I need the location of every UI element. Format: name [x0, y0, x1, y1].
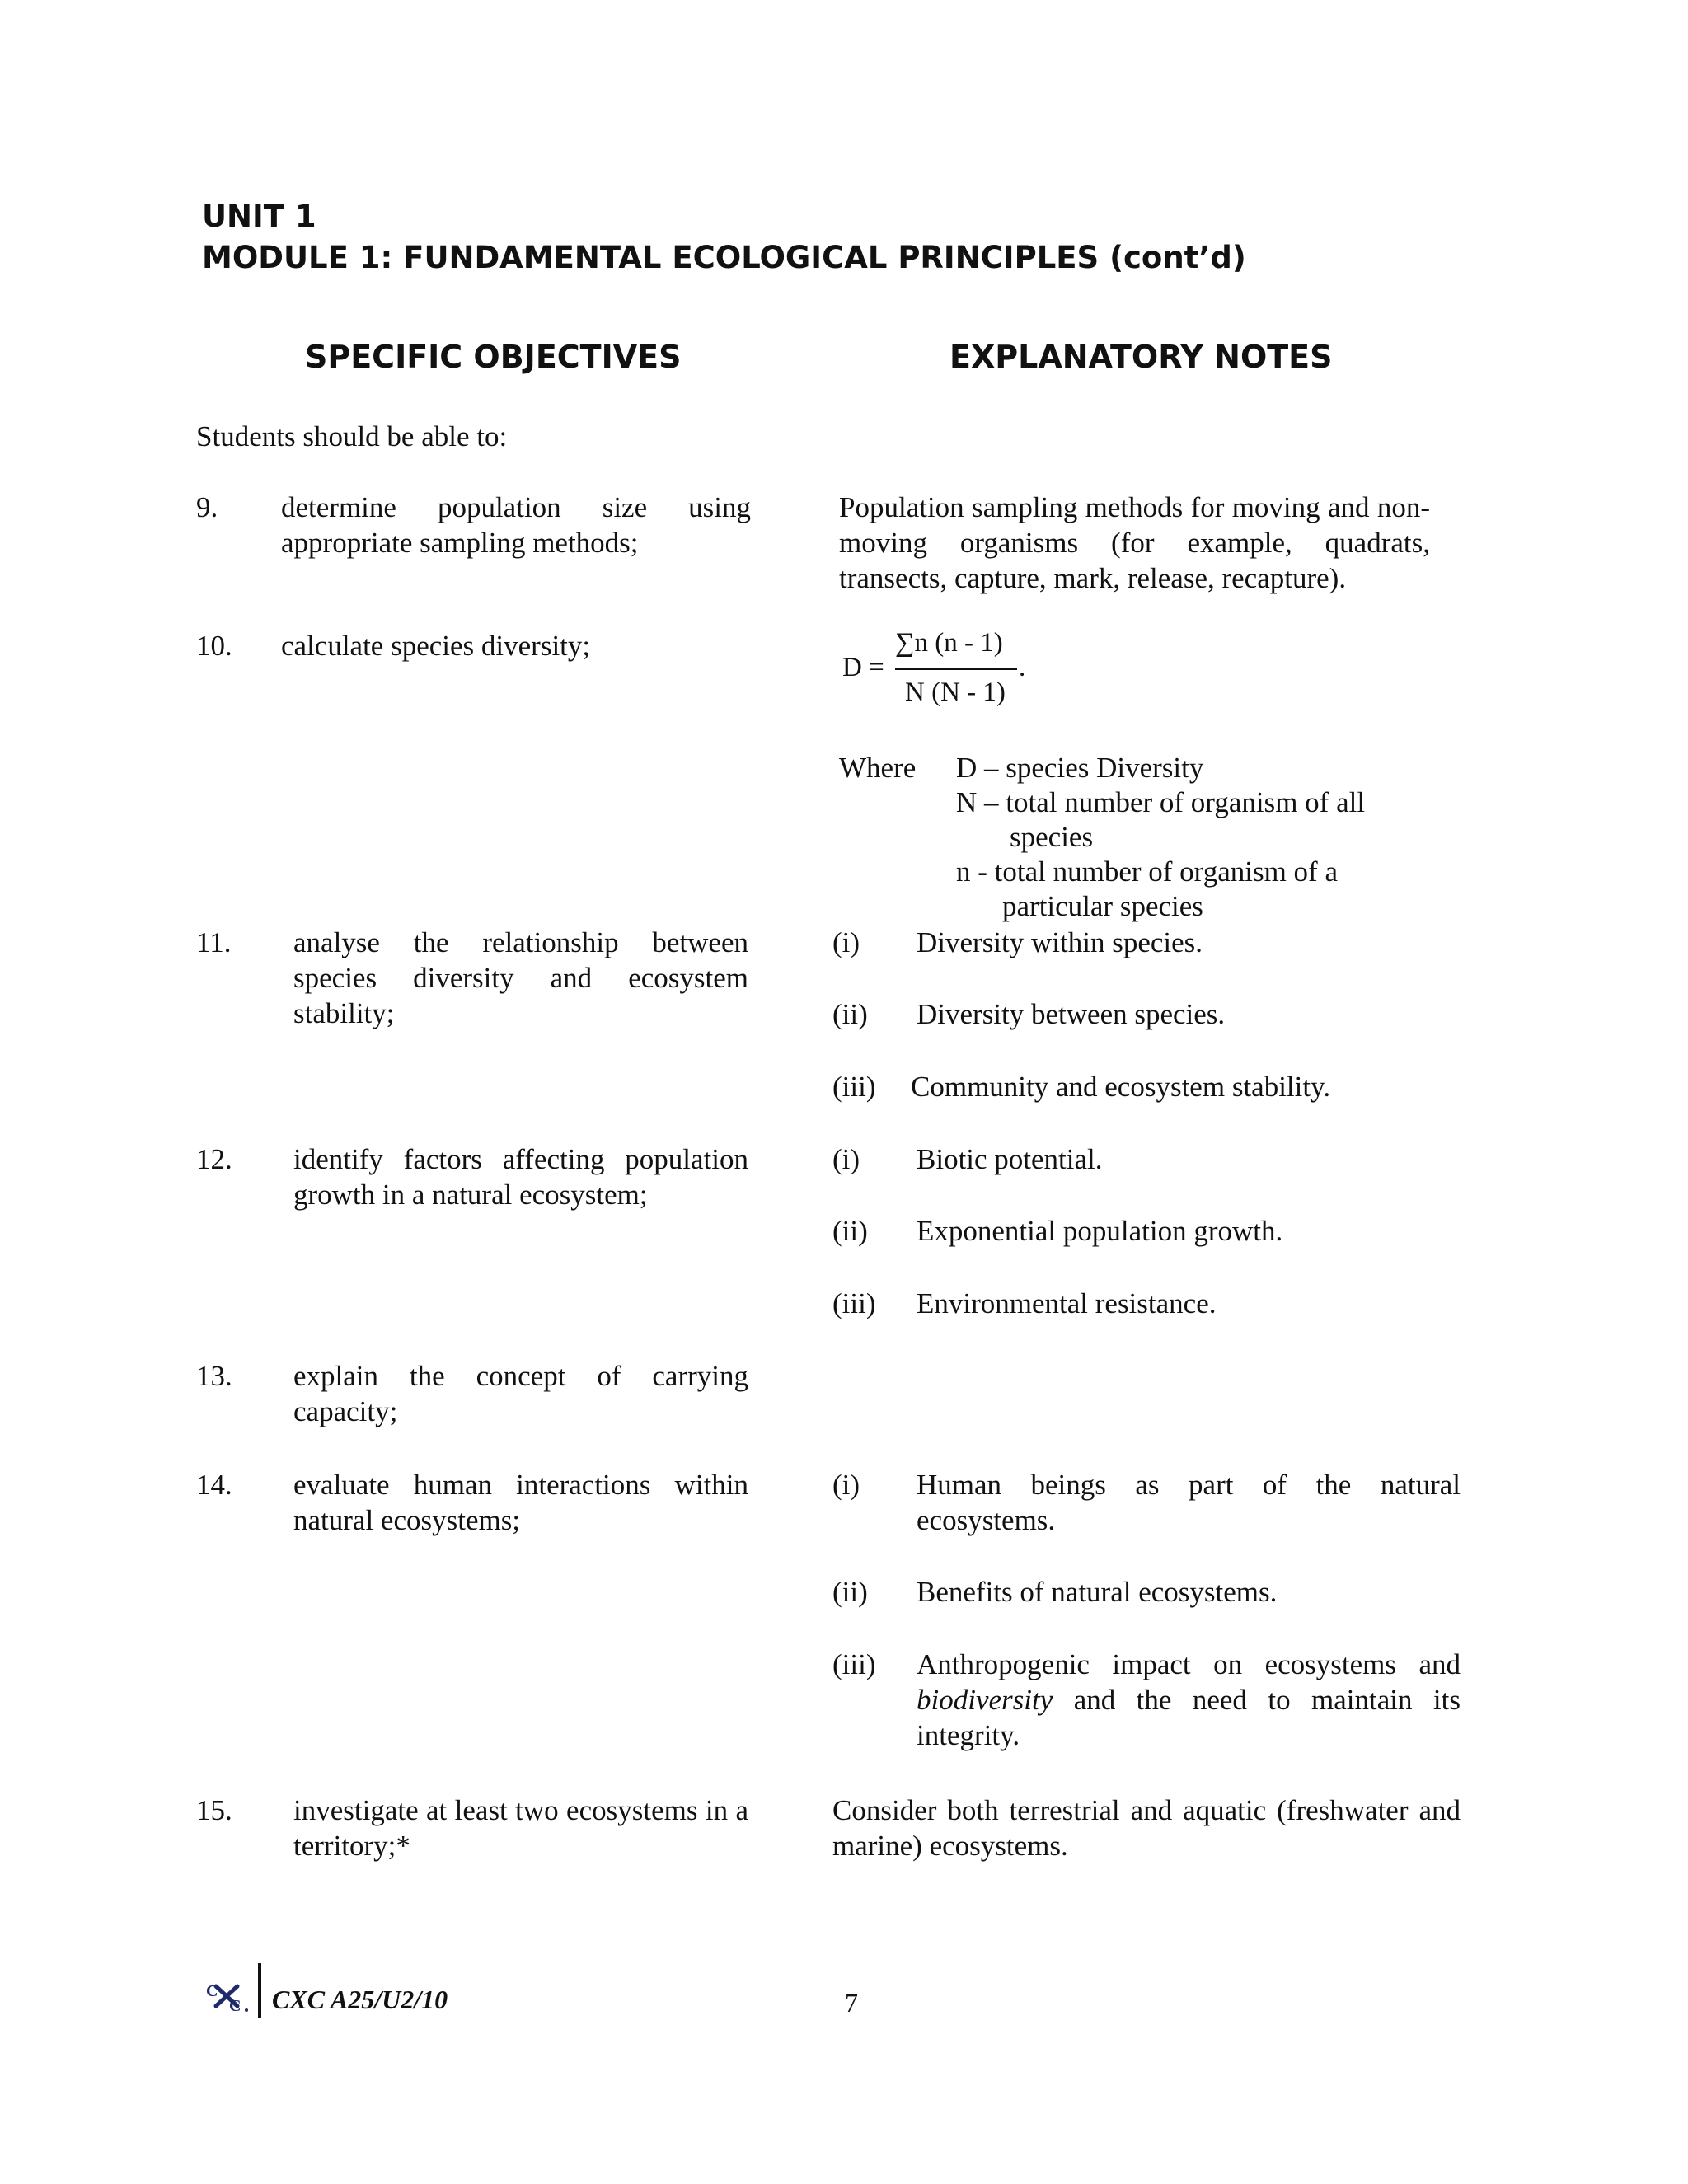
objective-text: analyse the relationship between species diversity and ecosystem stability;	[293, 926, 748, 1029]
note-sampling-methods: Population sampling methods for moving and non-moving organisms (for example, quadrats, transects, capture, mark, release, recapture).	[839, 491, 1430, 594]
note-item: Exponential population growth.	[917, 1215, 1283, 1247]
where-item: D – species Diversity	[956, 752, 1204, 784]
objective-number: 10.	[196, 630, 232, 662]
objective-text: calculate species diversity;	[281, 630, 591, 662]
formula-period: .	[1019, 653, 1026, 682]
roman-numeral: (iii)	[832, 1287, 876, 1319]
where-label: Where	[839, 752, 917, 784]
objective-number: 11.	[196, 926, 232, 958]
cxc-logo-icon	[204, 1976, 251, 2014]
objective-text: evaluate human interactions within natural ecosystems;	[293, 1469, 748, 1536]
logo-letter-c: C	[206, 1982, 218, 2000]
fraction-bar	[895, 668, 1017, 670]
objective-text: investigate at least two ecosystems in a territory;*	[293, 1794, 748, 1862]
note-item	[917, 1647, 1461, 1753]
where-item: species	[1010, 821, 1094, 853]
page-number: 7	[845, 1988, 858, 2018]
where-item: N – total number of organism of all	[956, 786, 1366, 818]
column-heading-notes: EXPLANATORY NOTES	[950, 339, 1333, 375]
roman-numeral: (ii)	[832, 1215, 868, 1247]
logo-letter-c: C	[229, 1997, 241, 2014]
note-item: Biotic potential.	[917, 1143, 1103, 1175]
roman-numeral: (iii)	[832, 1071, 876, 1103]
note-text: Anthropogenic impact on ecosystems and	[917, 1648, 1461, 1680]
formula-denominator: N (N - 1)	[905, 677, 1006, 707]
where-item: n - total number of organism of a	[956, 855, 1338, 888]
unit-title: UNIT 1	[202, 199, 316, 234]
module-title: MODULE 1: FUNDAMENTAL ECOLOGICAL PRINCIPLES (cont’d)	[202, 240, 1246, 275]
note-item: Human beings as part of the natural ecosystems.	[917, 1469, 1461, 1536]
note-emphasis: biodiversity	[917, 1684, 1053, 1716]
objective-number: 15.	[196, 1794, 232, 1826]
document-code: CXC A25/U2/10	[272, 1985, 448, 2014]
note-ecosystems: Consider both terrestrial and aquatic (freshwater and marine) ecosystems.	[832, 1794, 1461, 1862]
note-item: Community and ecosystem stability.	[911, 1071, 1331, 1103]
formula-numerator: ∑n (n - 1)	[895, 628, 1003, 658]
objective-number: 13.	[196, 1360, 232, 1392]
roman-numeral: (i)	[832, 926, 860, 958]
note-item: Environmental resistance.	[917, 1287, 1217, 1319]
objective-text: determine population size using appropriate sampling methods;	[281, 491, 751, 559]
roman-numeral: (i)	[832, 1143, 860, 1175]
objective-number: 9.	[196, 491, 218, 523]
objective-number: 12.	[196, 1143, 232, 1175]
intro-text: Students should be able to:	[196, 420, 508, 452]
roman-numeral: (iii)	[832, 1648, 876, 1680]
roman-numeral: (i)	[832, 1469, 860, 1501]
roman-numeral: (ii)	[832, 998, 868, 1030]
objective-number: 14.	[196, 1469, 232, 1501]
cxc-logo	[204, 1976, 251, 2014]
objective-text: explain the concept of carrying capacity;	[293, 1360, 748, 1427]
note-item: Benefits of natural ecosystems.	[917, 1576, 1278, 1608]
formula-lhs: D =	[842, 653, 884, 682]
note-text: and the need to maintain its integrity.	[917, 1684, 1461, 1751]
footer-divider	[258, 1963, 261, 2018]
roman-numeral: (ii)	[832, 1576, 868, 1608]
note-item: Diversity between species.	[917, 998, 1226, 1030]
note-item: Diversity within species.	[917, 926, 1203, 958]
where-item: particular species	[1002, 890, 1203, 922]
column-heading-objectives: SPECIFIC OBJECTIVES	[305, 339, 682, 375]
objective-text: identify factors affecting population growth in a natural ecosystem;	[293, 1143, 748, 1211]
logo-dot	[245, 2008, 248, 2012]
